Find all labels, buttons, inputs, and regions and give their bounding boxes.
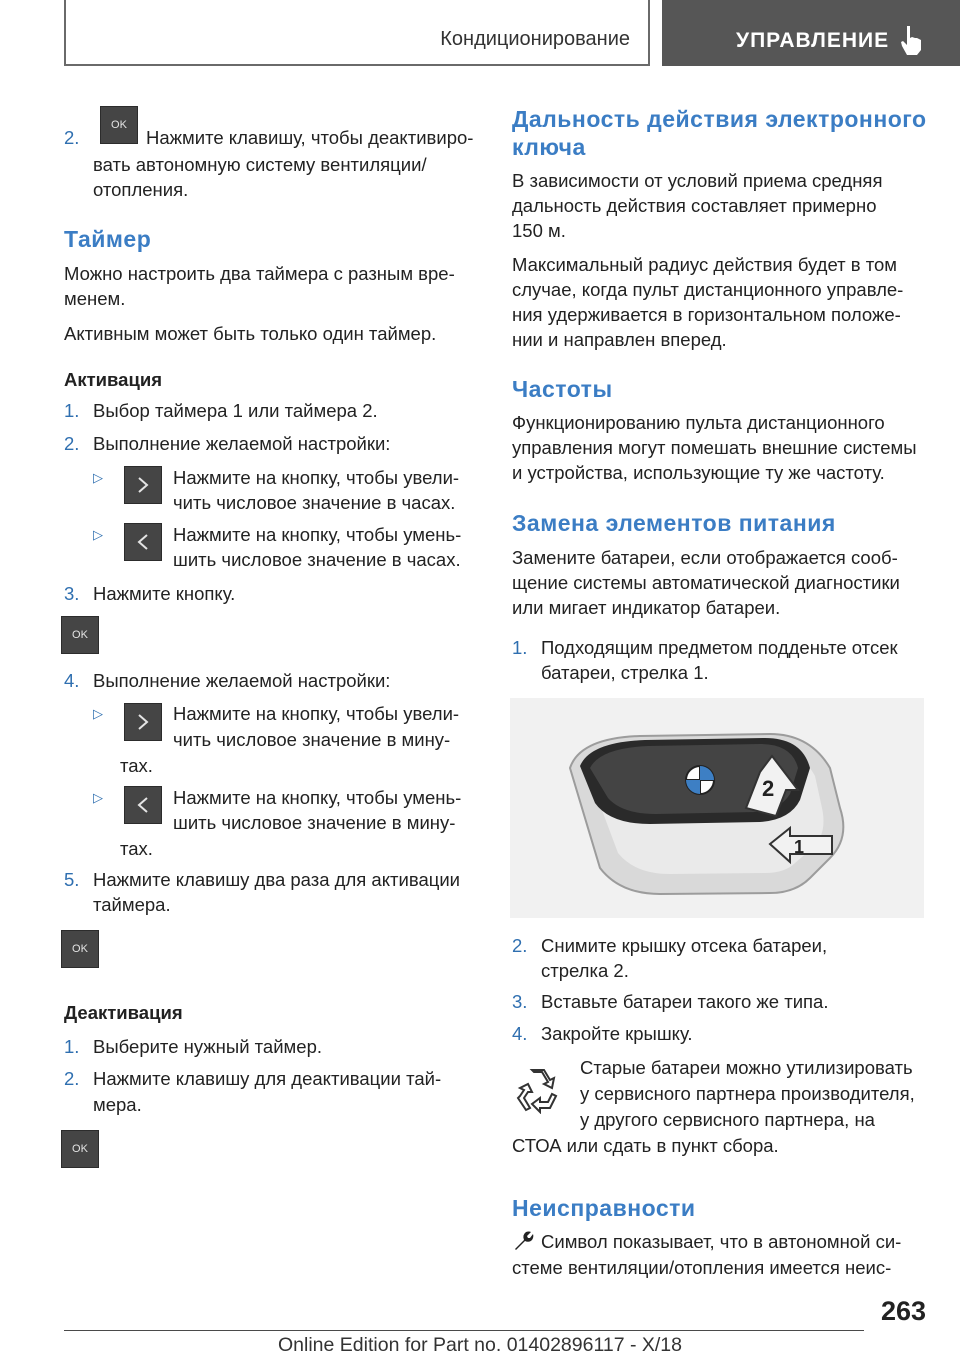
header-chapter-title: УПРАВЛЕНИЕ	[736, 29, 890, 52]
ok-label: OK	[72, 629, 88, 641]
ok-label: OK	[111, 119, 127, 131]
ok-label: OK	[72, 943, 88, 955]
paragraph-line: ния удерживается в горизонтальном положе-	[512, 304, 901, 325]
bullet-text: Нажмите на кнопку, чтобы умень-	[173, 787, 462, 808]
paragraph-line: Можно настроить два таймера с разным вре-	[64, 263, 455, 284]
step-number: 1.	[64, 1036, 80, 1057]
step-text: Выбор таймера 1 или таймера 2.	[93, 400, 378, 421]
paragraph-line: 150 м.	[512, 220, 566, 241]
step-text: Вставьте батареи такого же типа.	[541, 991, 829, 1012]
step-number: 5.	[64, 869, 80, 890]
paragraph-line: или мигает индикатор батареи.	[512, 597, 781, 618]
bullet-text: Нажмите на кнопку, чтобы увели-	[173, 467, 460, 488]
ok-label: OK	[72, 1143, 88, 1155]
note-text: Старые батареи можно утилизировать	[580, 1057, 913, 1078]
step-number: 2.	[64, 127, 80, 148]
step-number: 3.	[64, 583, 80, 604]
step-text: Снимите крышку отсека батареи,	[541, 935, 828, 956]
arrow-left-button-icon	[124, 523, 162, 561]
bullet-text: чить числовое значение в часах.	[173, 492, 456, 513]
ok-button-icon	[61, 616, 99, 654]
step-text: вать автономную систему вентиляции/	[93, 154, 427, 175]
bullet-triangle-icon: ▷	[93, 470, 103, 485]
paragraph-line: щение системы автоматической диагностики	[512, 572, 900, 593]
step-text: Нажмите кнопку.	[93, 583, 236, 604]
header-section-box	[64, 0, 650, 66]
hand-pointer-icon	[898, 24, 924, 56]
step-text: Выполнение желаемой настройки:	[93, 433, 391, 454]
subheading-deactivation: Деактивация	[64, 1002, 183, 1023]
paragraph-line: и устройства, использующие ту же частоту.	[512, 462, 885, 483]
step-number: 4.	[512, 1023, 528, 1044]
section-heading-range: ключа	[512, 134, 586, 160]
bullet-triangle-icon: ▷	[93, 706, 103, 721]
page-number: 263	[880, 1296, 926, 1326]
bullet-text: Нажмите на кнопку, чтобы увели-	[173, 703, 460, 724]
bullet-text: шить числовое значение в мину-	[173, 812, 456, 833]
arrow-1-label: 1	[794, 837, 805, 857]
bullet-text: Нажмите на кнопку, чтобы умень-	[173, 524, 462, 545]
note-text: СТОА или сдать в пункт сбора.	[512, 1135, 779, 1156]
step-text: Нажмите клавишу для деактивации тай-	[93, 1068, 442, 1089]
header-section-title: Кондиционирование	[440, 28, 630, 50]
bullet-text: тах.	[120, 838, 153, 859]
arrow-right-button-icon	[124, 466, 162, 504]
bullet-triangle-icon: ▷	[93, 790, 103, 805]
car-key-image	[510, 698, 924, 918]
step-number: 3.	[512, 991, 528, 1012]
section-heading-range: Дальность действия электронного	[512, 106, 927, 132]
bullet-text: тах.	[120, 755, 153, 776]
header-chapter-tab	[662, 0, 960, 66]
section-heading-battery: Замена элементов питания	[512, 510, 836, 536]
paragraph-line: Символ показывает, что в автономной си-	[541, 1231, 902, 1252]
ok-button-icon	[61, 1130, 99, 1168]
paragraph-line: случае, когда пульт дистанционного управле-	[512, 279, 904, 300]
step-number: 2.	[512, 935, 528, 956]
recycle-icon	[514, 1066, 562, 1114]
step-text: Нажмите клавишу два раза для активации	[93, 869, 460, 890]
paragraph-line: менем.	[64, 288, 126, 309]
paragraph-line: дальность действия составляет примерно	[512, 195, 877, 216]
step-text: таймера.	[93, 894, 171, 915]
bullet-text: чить числовое значение в мину-	[173, 729, 451, 750]
paragraph-line: стеме вентиляции/отопления имеется неис-	[512, 1257, 892, 1278]
step-text: отопления.	[93, 179, 189, 200]
footer-edition: Online Edition for Part no. 01402896117 - X/18	[278, 1334, 682, 1356]
paragraph-line: Активным может быть только один таймер.	[64, 323, 437, 344]
wrench-icon	[512, 1230, 534, 1252]
paragraph-line: Замените батареи, если отображается сооб-	[512, 547, 898, 568]
footer-divider	[64, 1330, 864, 1331]
step-number: 4.	[64, 670, 80, 691]
paragraph-line: Функционированию пульта дистанционного	[512, 412, 885, 433]
section-heading-malfunctions: Неисправности	[512, 1195, 696, 1221]
arrow-left-button-icon	[124, 786, 162, 824]
step-text: Выполнение желаемой настройки:	[93, 670, 391, 691]
arrow-right-button-icon	[124, 703, 162, 741]
subheading-activation: Активация	[64, 369, 163, 390]
step-text: Закройте крышку.	[541, 1023, 693, 1044]
section-heading-frequencies: Частоты	[512, 376, 613, 402]
step-text: мера.	[93, 1094, 142, 1115]
step-text: Нажмите клавишу, чтобы деактивиро-	[146, 127, 474, 148]
ok-button-icon	[61, 930, 99, 968]
paragraph-line: Максимальный радиус действия будет в том	[512, 254, 897, 275]
bullet-text: шить числовое значение в часах.	[173, 549, 461, 570]
ok-button-icon	[100, 106, 138, 144]
note-text: у другого сервисного партнера, на	[580, 1109, 875, 1130]
bullet-triangle-icon: ▷	[93, 527, 103, 542]
section-heading-timer: Таймер	[64, 226, 152, 252]
step-text: стрелка 2.	[541, 960, 629, 981]
key-battery-illustration	[510, 698, 924, 918]
step-number: 2.	[64, 1068, 80, 1089]
paragraph-line: управления могут помешать внешние системы	[512, 437, 917, 458]
step-number: 1.	[512, 637, 528, 658]
arrow-2-label: 2	[762, 776, 775, 801]
step-text: батареи, стрелка 1.	[541, 662, 709, 683]
step-number: 1.	[64, 400, 80, 421]
note-text: у сервисного партнера производителя,	[580, 1083, 915, 1104]
paragraph-line: В зависимости от условий приема средняя	[512, 170, 883, 191]
paragraph-line: нии и направлен вперед.	[512, 329, 727, 350]
step-text: Подходящим предметом подденьте отсек	[541, 637, 898, 658]
step-number: 2.	[64, 433, 80, 454]
step-text: Выберите нужный таймер.	[93, 1036, 322, 1057]
